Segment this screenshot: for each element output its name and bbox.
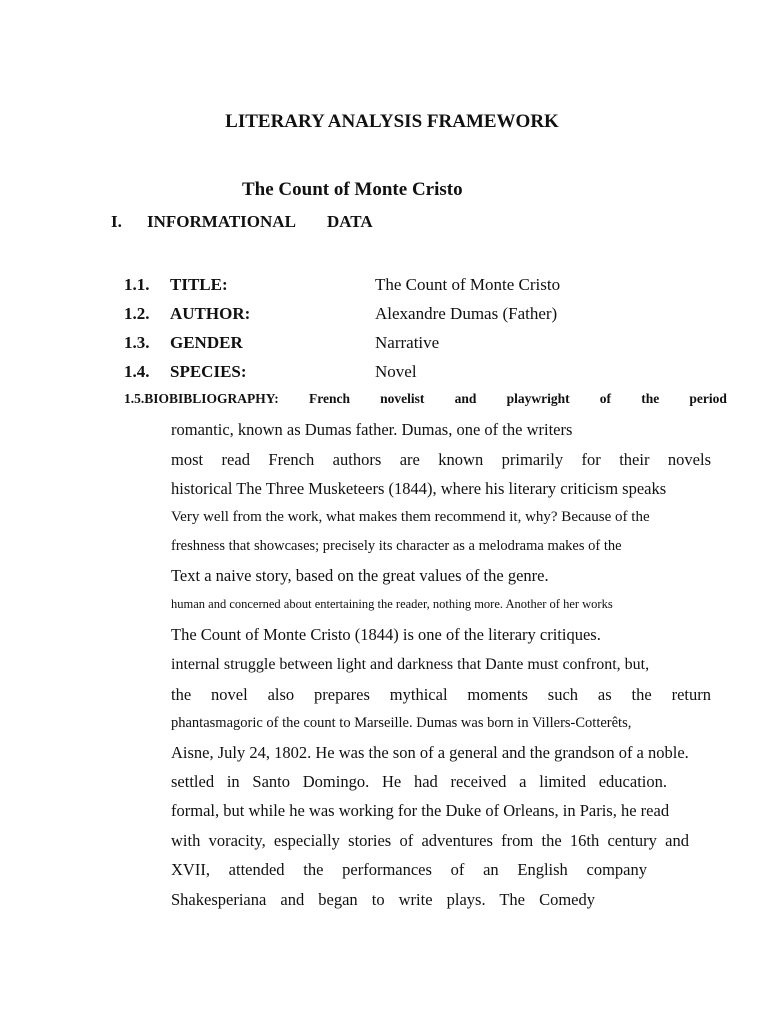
bio-line: phantasmagoric of the count to Marseille. Dumas was born in Villers-Cotterêts, [171, 715, 632, 731]
bio-word: of [599, 391, 612, 406]
bio-label: 1.5.BIOBIBLIOGRAPHY: [124, 391, 279, 406]
bio-word: French [308, 391, 350, 406]
bio-line: the novel also prepares mythical moments such as the return [171, 685, 711, 704]
bio-first-line [124, 392, 727, 406]
bio-line: The Count of Monte Cristo (1844) is one of the literary critiques. [171, 625, 601, 644]
bio-line: romantic, known as Dumas father. Dumas, one of the writers [171, 420, 573, 439]
bio-line: settled in Santo Domingo. He had received a limited education. [171, 772, 667, 791]
meta-key-title: TITLE: [170, 275, 228, 294]
section-title-word-2: DATA [327, 212, 373, 231]
meta-value-author: Alexandre Dumas (Father) [375, 304, 558, 323]
bio-word: the [641, 391, 660, 406]
bio-word: novelist [380, 391, 425, 406]
meta-num-species: 1.4. [124, 362, 150, 381]
meta-num-author: 1.2. [124, 304, 150, 323]
bio-line: most read French authors are known primarily for their novels [171, 450, 711, 469]
bio-line: formal, but while he was working for the Duke of Orleans, in Paris, he read [171, 801, 670, 820]
bio-line: XVII, attended the performances of an English company [171, 860, 647, 879]
bio-line: freshness that showcases; precisely its character as a melodrama makes of the [171, 538, 622, 554]
meta-value-gender: Narrative [375, 333, 440, 352]
bio-line: historical The Three Musketeers (1844), where his literary criticism speaks [171, 479, 667, 498]
meta-value-title: The Count of Monte Cristo [375, 275, 561, 294]
bio-line: Shakesperiana and began to write plays. The Comedy [171, 890, 595, 909]
meta-key-species: SPECIES: [170, 362, 247, 381]
bio-word: period [689, 391, 727, 406]
bio-line: Text a naive story, based on the great values of the genre. [171, 566, 549, 585]
meta-key-gender: GENDER [170, 333, 243, 352]
meta-num-title: 1.1. [124, 275, 150, 294]
bio-line: internal struggle between light and darkness that Dante must confront, but, [171, 656, 650, 673]
meta-num-gender: 1.3. [124, 333, 150, 352]
bio-line: human and concerned about entertaining the reader, nothing more. Another of her works [171, 597, 613, 611]
document-subtitle: The Count of Monte Cristo [242, 179, 463, 200]
meta-value-species: Novel [375, 362, 417, 381]
meta-key-author: AUTHOR: [170, 304, 251, 323]
section-numeral: I. [111, 212, 122, 231]
section-title-word-1: INFORMATIONAL [147, 212, 296, 231]
bio-line: Aisne, July 24, 1802. He was the son of a general and the grandson of a noble. [171, 743, 689, 762]
bio-word: playwright [506, 391, 570, 406]
bio-word: and [454, 391, 477, 406]
bio-line: Very well from the work, what makes them recommend it, why? Because of the [171, 509, 650, 525]
document-heading: LITERARY ANALYSIS FRAMEWORK [225, 111, 559, 132]
bio-line: with voracity, especially stories of adventures from the 16th century and [171, 831, 689, 850]
